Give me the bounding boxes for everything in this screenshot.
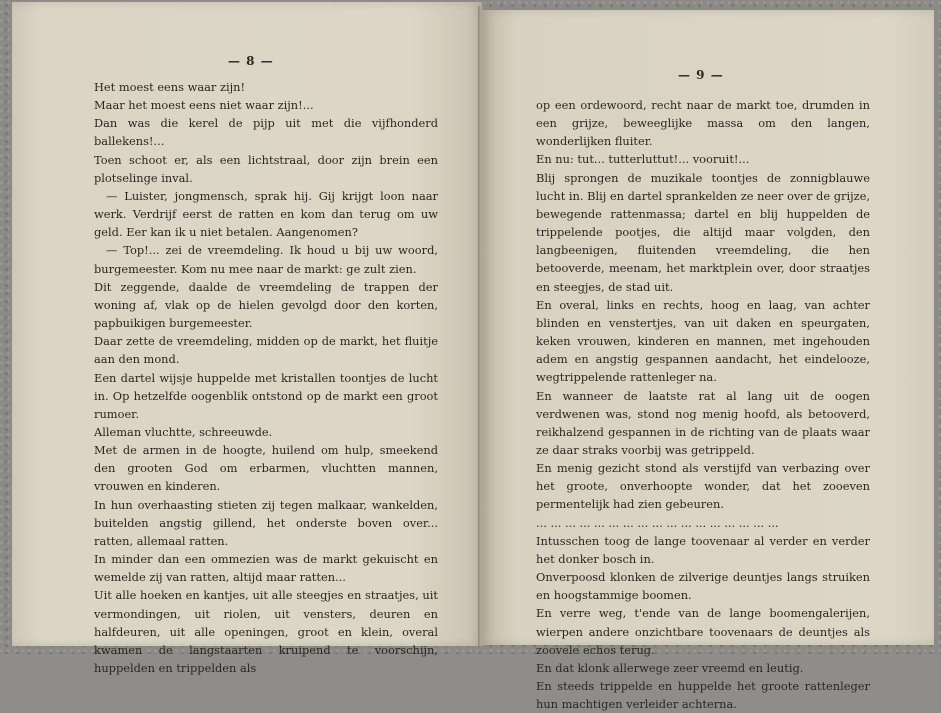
paragraph: Uit alle hoeken en kantjes, uit alle steegjes en straatjes, uit vermondingen, uit riolen, uit vensters, deuren en halfdeuren, uit alle openingen, groot en klein, overal kwamen de langstaarten kruipend te voorschijn, huppelden en trippelden als — [94, 588, 438, 675]
paragraph: — Top!... zei de vreemdeling. Ik houd u bij uw woord, burgemeester. Kom nu mee naar de markt: ge zult zien. — [94, 243, 438, 276]
paragraph: Onverpoosd klonken de zilverige deuntjes langs struiken en hoogstammige boomen. — [536, 570, 870, 603]
paragraph: Een dartel wijsje huppelde met kristallen toontjes de lucht in. Op hetzelfde oogenblik ontstond op de markt een groot rumoer. — [94, 370, 438, 421]
paragraph: Alleman vluchtte, schreeuwde. — [94, 424, 273, 439]
right-page-text — [536, 96, 870, 713]
paragraph: En verre weg, t'ende van de lange boomengalerijen, wierpen andere onzichtbare toovenaars de deuntjes als zoovele echos terug. — [536, 606, 870, 657]
paragraph: En overal, links en rechts, hoog en laag, van achter blinden en venstertjes, van uit daken en speurgaten, keken vrouwen, kinderen en mannen, met ingehouden adem en angstig gespannen aandacht, het eindelooze, wegtrippelende rattenleger na. — [536, 297, 870, 385]
left-page-number: — 8 — — [228, 54, 274, 68]
paragraph: op een ordewoord, recht naar de markt toe, drumden in een grijze, beweeglijke massa om den langen, wonderlijken fluiter. — [536, 98, 870, 149]
paragraph: Met de armen in de hoogte, huilend om hulp, smeekend den grooten God om erbarmen, vluchtten mannen, vrouwen en kinderen. — [94, 443, 438, 494]
paragraph: Dan was die kerel de pijp uit met die vijfhonderd ballekens!... — [94, 116, 438, 149]
paragraph: In minder dan een ommezien was de markt gekuischt en wemelde zij van ratten, altijd maar ratten... — [94, 552, 438, 585]
paragraph: En steeds trippelde en huppelde het groote rattenleger hun machtigen verleider achterna. — [536, 679, 870, 712]
paragraph: Het moest eens waar zijn! — [94, 80, 246, 94]
right-page — [482, 10, 934, 712]
right-page-number: — 9 — — [678, 68, 724, 82]
paragraph: Blij sprongen de muzikale toontjes de zonnigblauwe lucht in. Blij en dartel sprankelden ze neer over de grijze, bewegende rattenmassa; dartel en blij huppelden de trippelende pootjes, die altijd maar volgden, den langbeenigen, fluitenden vreemdeling, die hen betooverde, meenam, het marktplein over, door straatjes en steegjes, de stad uit. — [536, 170, 870, 294]
ellipsis-divider: ... ... ... ... ... ... ... ... ... ... ... ... ... ... ... ... ... — [536, 515, 779, 530]
paragraph: Daar zette de vreemdeling, midden op de markt, het fluitje aan den mond. — [94, 334, 438, 367]
paragraph: In hun overhaasting stieten zij tegen malkaar, wankelden, buitelden angstig gillend, het onderste boven over... ratten, allemaal ratten. — [94, 497, 438, 548]
left-page-text — [94, 78, 438, 677]
left-page — [12, 2, 482, 675]
paragraph: En nu: tut... tutterluttut!... vooruit!... — [536, 152, 750, 167]
paragraph: Toen schoot er, als een lichtstraal, door zijn brein een plotselinge inval. — [94, 152, 438, 185]
paragraph: Dit zeggende, daalde de vreemdeling de trappen der woning af, vlak op de hielen gevolgd door den korten, papbuikigen burgemeester. — [94, 279, 438, 331]
paragraph: En menig gezicht stond als verstijfd van verbazing over het groote, onverhoopte wonder, dat het zooeven permentelijk had zien gebeuren. — [536, 461, 870, 512]
paragraph: Intusschen toog de lange toovenaar al verder en verder het donker bosch in. — [536, 533, 870, 566]
paragraph: En wanneer de laatste rat al lang uit de oogen verdwenen was, stond nog menig hoofd, als betooverd, reikhalzend gespannen in de richting van de plaats waar ze daar straks voorbij was getrippeld. — [536, 388, 870, 457]
paragraph: Maar het moest eens niet waar zijn!... — [94, 98, 314, 113]
paragraph: — Luister, jongmensch, sprak hij. Gij krijgt loon naar werk. Verdrijf eerst de ratten en kom dan terug om uw geld. Eer kan ik u niet betalen. Aangenomen? — [94, 188, 438, 240]
paragraph: En dat klonk allerwege zeer vreemd en leutig. — [536, 660, 804, 675]
